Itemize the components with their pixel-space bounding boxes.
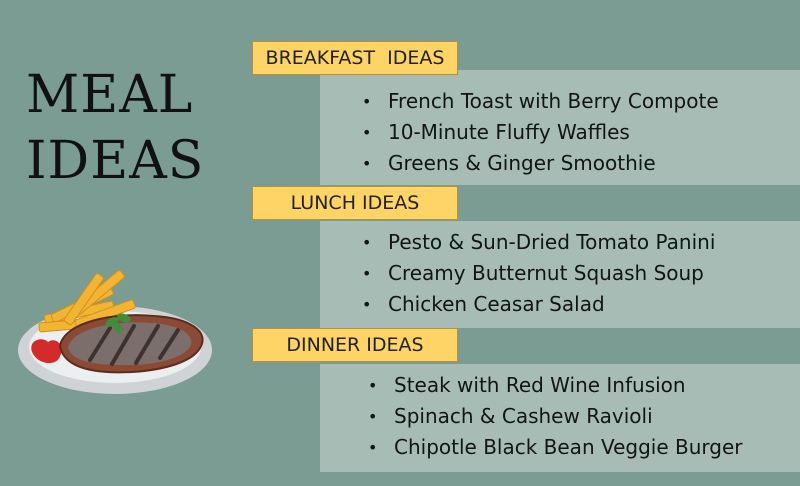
dinner-list — [368, 370, 743, 463]
lunch-heading: LUNCH IDEAS — [252, 186, 458, 220]
lunch-list — [362, 227, 715, 320]
list-item: • Chipotle Black Bean Veggie Burger — [368, 432, 743, 463]
list-item: • Steak with Red Wine Infusion — [368, 370, 743, 401]
breakfast-list — [362, 86, 719, 179]
list-item: • Greens & Ginger Smoothie — [362, 148, 719, 179]
list-item: • Spinach & Cashew Ravioli — [368, 401, 743, 432]
dinner-heading: DINNER IDEAS — [252, 328, 458, 362]
list-item: • Creamy Butternut Squash Soup — [362, 258, 715, 289]
list-item: • Chicken Ceasar Salad — [362, 289, 715, 320]
list-item: • French Toast with Berry Compote — [362, 86, 719, 117]
list-item: • 10-Minute Fluffy Waffles — [362, 117, 719, 148]
page-title — [26, 62, 204, 194]
steak-plate-illustration — [14, 270, 220, 400]
title-line-2: IDEAS — [26, 131, 205, 191]
list-item: • Pesto & Sun-Dried Tomato Panini — [362, 227, 715, 258]
breakfast-heading: BREAKFAST IDEAS — [252, 41, 458, 75]
title-line-1: MEAL — [26, 65, 194, 125]
